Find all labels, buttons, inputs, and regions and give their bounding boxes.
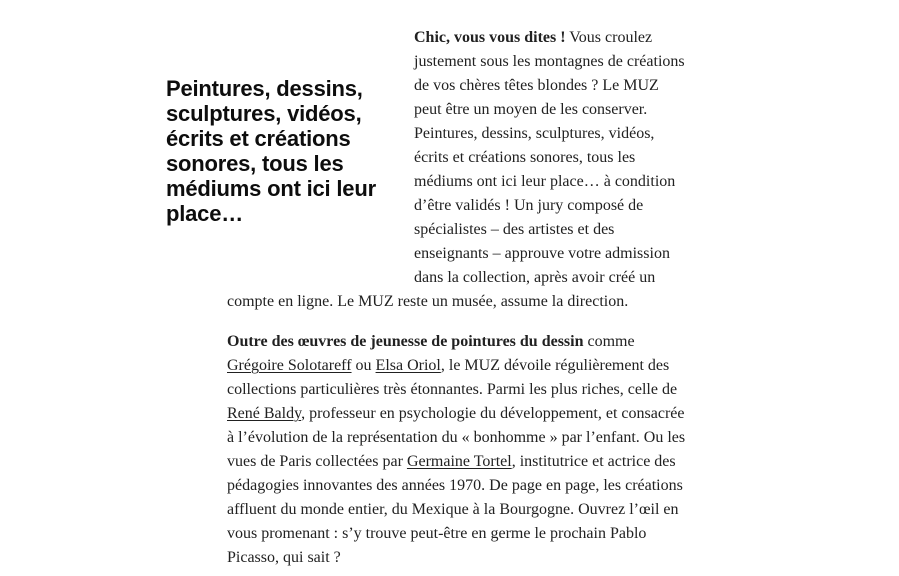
- link-gregoire-solotareff[interactable]: Grégoire Solotareff: [227, 357, 352, 374]
- paragraph-1-text: Vous croulez justement sous les montagnes de créations de vos chères têtes blondes ? Le MUZ peut être un moyen de les conserver. Peintures, dessins, sculptures, vidéos, écrits et créations sonores, tous les médiums ont ici leur place… à condition d’être validés ! Un jury composé de spécialistes – des artistes et des enseignants – approuve votre admission dans la collection, après avoir créé un compte en ligne. Le MUZ reste un musée, assume la direction.: [227, 29, 685, 310]
- paragraph-1-lead: Chic, vous vous dites !: [414, 29, 566, 46]
- paragraph-2-text: , professeur en psychologie du développement, et consacrée à l’évolution de la représentation du « bonhomme » par l’enfant. Ou les vues de Paris collectées par: [227, 405, 686, 470]
- paragraph-2-lead: Outre des œuvres de jeunesse de pointures du dessin: [227, 333, 584, 350]
- paragraph-2-text: , le MUZ dévoile régulièrement des collections particulières très étonnantes. Parmi les plus riches, celle de: [227, 357, 678, 398]
- paragraph-2: [227, 330, 689, 570]
- pull-quote-text: Peintures, dessins, sculptures, vidéos, écrits et créations sonores, tous les médiums ont ici leur place…: [166, 76, 376, 226]
- pull-quote: [166, 26, 380, 288]
- link-germaine-tortel[interactable]: Germaine Tortel: [406, 453, 512, 470]
- paragraph-2-text: comme: [583, 333, 635, 350]
- article-body: [166, 0, 689, 570]
- paragraph-2-text: , institutrice et actrice des pédagogies innovantes des années 1970. De page en page, les créations affluent du monde entier, du Mexique à la Bourgogne. Ouvrez l’œil en vous promenant : s’y trouve peut-être en germe le prochain Pablo Picasso, qui sait ?: [227, 453, 683, 566]
- link-rene-baldy[interactable]: René Baldy: [227, 405, 302, 422]
- link-elsa-oriol[interactable]: Elsa Oriol: [375, 357, 441, 374]
- paragraph-1: [166, 26, 689, 314]
- paragraph-2-text: ou: [351, 357, 376, 374]
